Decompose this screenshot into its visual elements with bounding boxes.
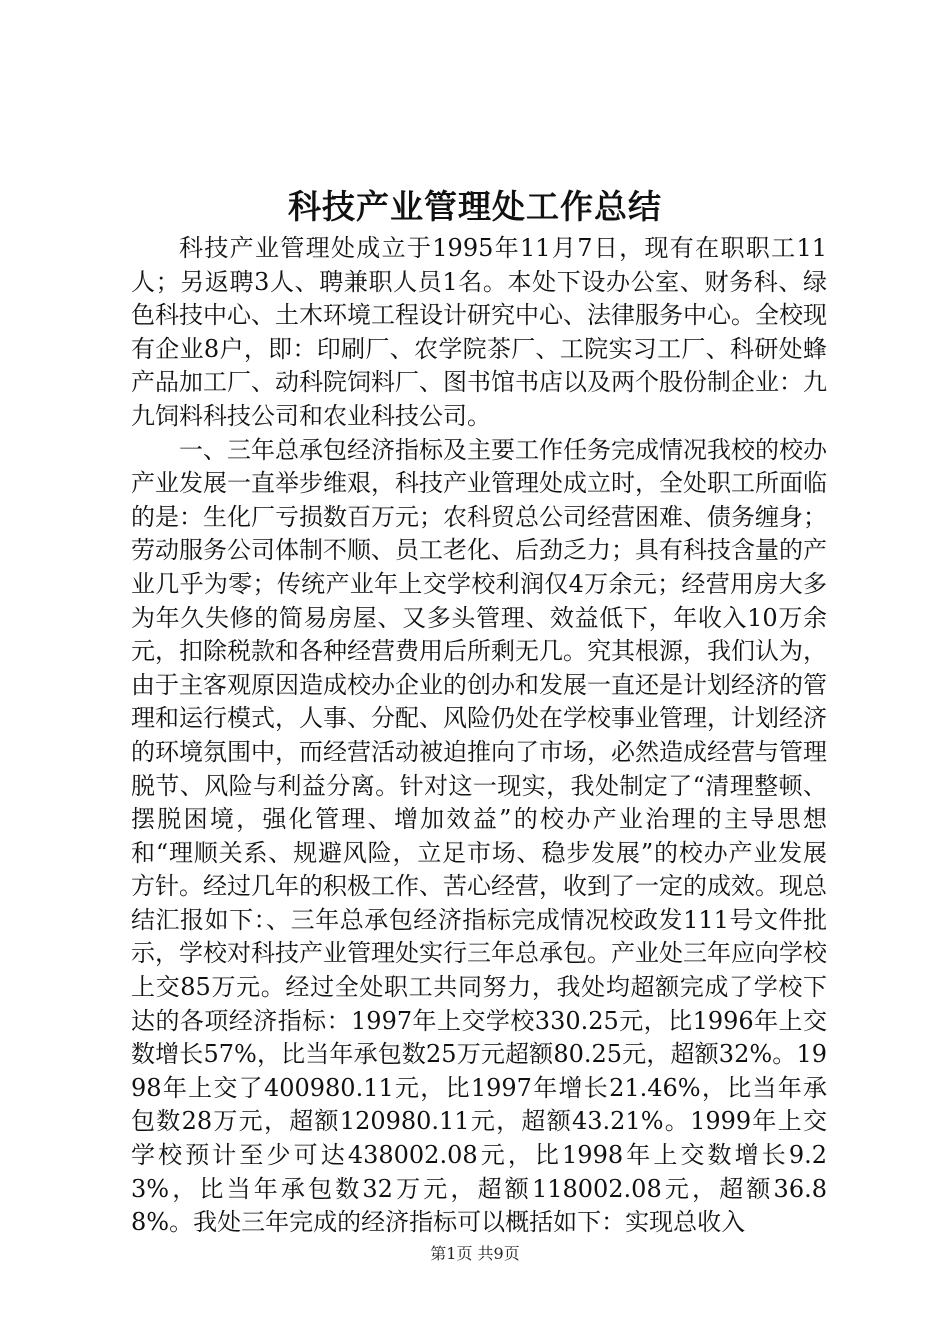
page-number-footer: 第1页 共9页	[430, 1244, 520, 1263]
document-title: 科技产业管理处工作总结	[288, 187, 662, 226]
paragraph-section-one: 一、三年总承包经济指标及主要工作任务完成情况我校的校办产业发展一直举步维艰，科技产业管理处成立时，全处职工所面临的是：生化厂亏损数百万元；农科贸总公司经营困难、债务缠身；劳动服务公司体制不顺、员工老化、后劲乏力；具有科技含量的产业几乎为零；传统产业年上交学校利润仅4万余元；经营用房大多为年久失修的简易房屋、又多头管理、效益低下，年收入10万余元，扣除税款和各种经营费用后所剩无几。究其根源，我们认为，由于主客观原因造成校办企业的创办和发展一直还是计划经济的管理和运行模式，人事、分配、风险仍处在学校事业管理，计划经济的环境氛围中，而经营活动被迫推向了市场，必然造成经营与管理脱节、风险与利益分离。针对这一现实，我处制定了“清理整顿、摆脱困境，强化管理、增加效益”的校办产业治理的主导思想和“理顺关系、规避风险，立足市场、稳步发展”的校办产业发展方针。经过几年的积极工作、苦心经营，收到了一定的成效。现总结汇报如下：、三年总承包经济指标完成情况校政发111号文件批示，学校对科技产业管理处实行三年总承包。产业处三年应向学校上交85万元。经过全处职工共同努力，我处均超额完成了学校下达的各项经济指标：1997年上交学校330.25元，比1996年上交数增长57%，比当年承包数25万元超额80.25元，超额32%。1998年上交了400980.11元，比1997年增长21.46%，比当年承包数28万元，超额120980.11元，超额43.21%。1999年上交学校预计至少可达438002.08元，比1998年上交数增长9.23%，比当年承包数32万元，超额118002.08元，超额36.88%。我处三年完成的经济指标可以概括如下：实现总收入	[131, 435, 827, 1237]
document-body	[131, 232, 827, 1240]
paragraph-intro: 科技产业管理处成立于1995年11月7日，现有在职职工11人；另返聘3人、聘兼职人员1名。本处下设办公室、财务科、绿色科技中心、土木环境工程设计研究中心、法律服务中心。全校现有企业8户，即：印刷厂、农学院茶厂、工院实习工厂、科研处蜂产品加工厂、动科院饲料厂、图书馆书店以及两个股份制企业：九九饲料科技公司和农业科技公司。	[131, 234, 827, 430]
